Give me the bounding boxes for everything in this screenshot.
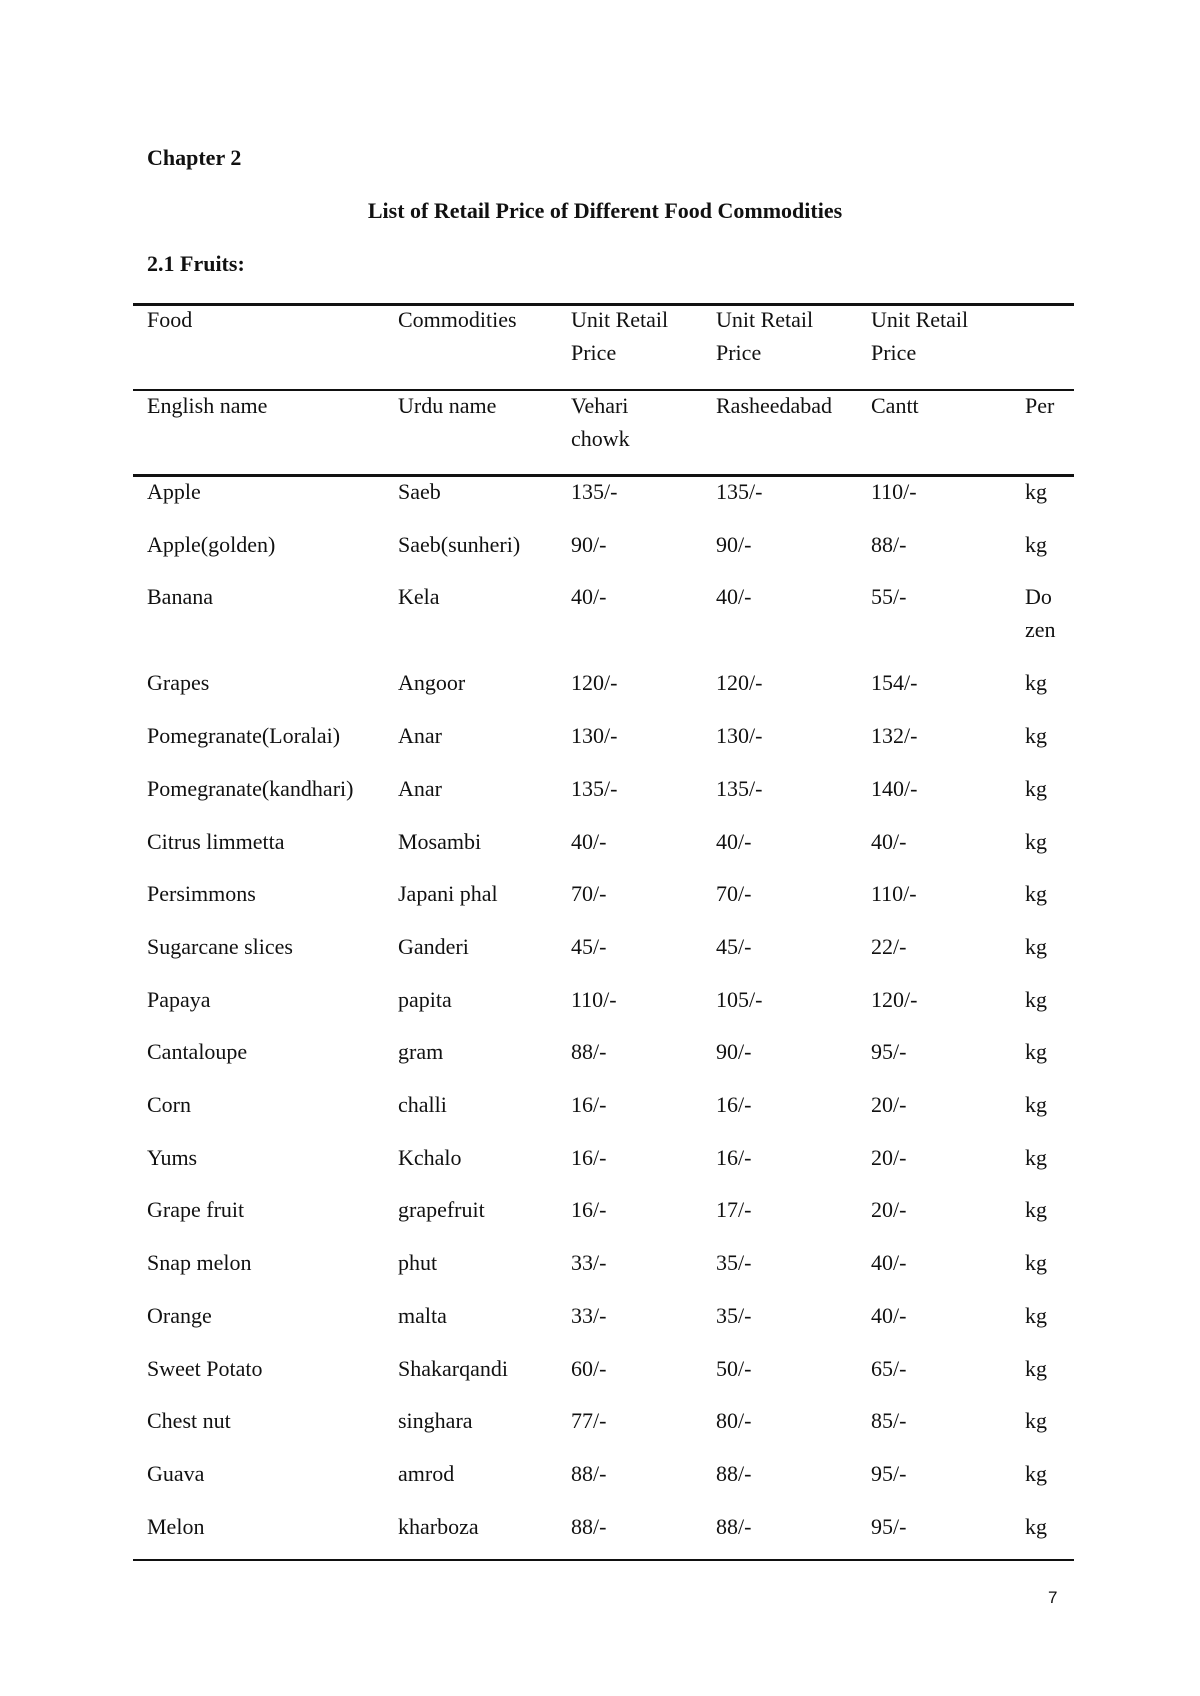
rasheedabad-price-cell: 70/-	[716, 881, 752, 907]
section-heading: 2.1 Fruits:	[147, 251, 245, 276]
unit-cell: kg	[1025, 986, 1047, 1012]
rasheedabad-price-cell: 88/-	[716, 1513, 752, 1539]
rasheedabad-price-cell: 16/-	[716, 1092, 752, 1117]
vehari-chowk-price-cell: 130/-	[571, 723, 618, 749]
urdu-name-cell: Anar	[398, 723, 442, 749]
rasheedabad-price-cell: 80/-	[716, 1408, 752, 1434]
rasheedabad-price-cell: 35/-	[716, 1302, 752, 1328]
vehari-chowk-price-cell: 135/-	[571, 775, 618, 801]
english-name-cell: Grape fruit	[147, 1197, 245, 1223]
rasheedabad-price-cell: 16/-	[716, 1144, 752, 1170]
urdu-name-cell: Ganderi	[398, 933, 469, 959]
cantt-price-cell: 40/-	[871, 828, 907, 854]
vehari-chowk-price-cell: 70/-	[571, 881, 607, 907]
vehari-chowk-price-cell: 77/-	[571, 1408, 607, 1434]
cantt-price-cell: 140/-	[871, 775, 918, 801]
header-row-primary-cell: Commodities	[398, 307, 517, 332]
vehari-chowk-price-cell: 90/-	[571, 531, 607, 557]
rasheedabad-price-cell: 135/-	[716, 775, 763, 801]
urdu-name-cell: Kchalo	[398, 1144, 462, 1170]
english-name-cell: Chest nut	[147, 1408, 231, 1434]
cantt-price-cell: 65/-	[871, 1355, 907, 1381]
chapter-heading: Chapter 2	[147, 145, 242, 170]
header-row-primary-cell: Unit Retail Price	[871, 307, 969, 365]
rasheedabad-price-cell: 40/-	[716, 584, 752, 610]
cantt-price-cell: 88/-	[871, 531, 907, 557]
english-name-cell: Guava	[147, 1460, 205, 1486]
urdu-name-cell: Shakarqandi	[398, 1355, 508, 1381]
cantt-price-cell: 132/-	[871, 723, 918, 749]
header-row-secondary-cell: Per	[1025, 393, 1055, 418]
unit-cell: kg	[1025, 723, 1047, 749]
english-name-cell: Melon	[147, 1513, 205, 1539]
header-row-primary-cell: Food	[147, 307, 193, 332]
english-name-cell: Apple(golden)	[147, 531, 276, 557]
unit-cell: kg	[1025, 1408, 1047, 1434]
english-name-cell: Apple	[147, 479, 201, 504]
vehari-chowk-price-cell: 110/-	[571, 986, 617, 1012]
vehari-chowk-price-cell: 33/-	[571, 1302, 607, 1328]
cantt-price-cell: 154/-	[871, 670, 918, 696]
cantt-price-cell: 40/-	[871, 1302, 907, 1328]
unit-cell: kg	[1025, 1144, 1047, 1170]
unit-cell: kg	[1025, 1250, 1047, 1276]
unit-cell: kg	[1025, 775, 1047, 801]
english-name-cell: Yums	[147, 1144, 198, 1170]
rasheedabad-price-cell: 35/-	[716, 1250, 752, 1276]
urdu-name-cell: Saeb	[398, 479, 441, 504]
english-name-cell: Persimmons	[147, 881, 256, 907]
vehari-chowk-price-cell: 135/-	[571, 479, 618, 504]
urdu-name-cell: phut	[398, 1250, 438, 1276]
cantt-price-cell: 20/-	[871, 1092, 907, 1117]
english-name-cell: Pomegranate(Loralai)	[147, 723, 341, 749]
cantt-price-cell: 22/-	[871, 933, 907, 959]
cantt-price-cell: 20/-	[871, 1197, 907, 1223]
header-row-primary-cell: Unit Retail Price	[716, 307, 814, 365]
urdu-name-cell: Japani phal	[398, 881, 498, 907]
vehari-chowk-price-cell: 40/-	[571, 584, 607, 610]
rasheedabad-price-cell: 135/-	[716, 479, 763, 504]
unit-cell: kg	[1025, 1460, 1047, 1486]
rasheedabad-price-cell: 120/-	[716, 670, 763, 696]
rasheedabad-price-cell: 88/-	[716, 1460, 752, 1486]
unit-cell: kg	[1025, 1197, 1047, 1223]
rasheedabad-price-cell: 130/-	[716, 723, 763, 749]
cantt-price-cell: 20/-	[871, 1144, 907, 1170]
unit-cell: kg	[1025, 1513, 1047, 1539]
rasheedabad-price-cell: 17/-	[716, 1197, 752, 1223]
unit-cell: kg	[1025, 1355, 1047, 1381]
table-bottom-rule	[133, 1559, 1074, 1561]
cantt-price-cell: 55/-	[871, 584, 907, 610]
rasheedabad-price-cell: 45/-	[716, 933, 752, 959]
header-row-secondary-cell: Urdu name	[398, 393, 497, 418]
header-row-secondary-cell: Rasheedabad	[716, 393, 833, 418]
urdu-name-cell: Kela	[398, 584, 440, 610]
unit-cell: kg	[1025, 881, 1047, 907]
urdu-name-cell: gram	[398, 1039, 444, 1065]
cantt-price-cell: 110/-	[871, 479, 917, 504]
cantt-price-cell: 95/-	[871, 1513, 907, 1539]
unit-cell: kg	[1025, 670, 1047, 696]
unit-cell: kg	[1025, 1039, 1047, 1065]
unit-cell: kg	[1025, 1302, 1047, 1328]
vehari-chowk-price-cell: 40/-	[571, 828, 607, 854]
english-name-cell: Banana	[147, 584, 213, 610]
page-number: 7	[1048, 1588, 1058, 1607]
vehari-chowk-price-cell: 45/-	[571, 933, 607, 959]
vehari-chowk-price-cell: 33/-	[571, 1250, 607, 1276]
english-name-cell: Grapes	[147, 670, 210, 696]
vehari-chowk-price-cell: 16/-	[571, 1197, 607, 1223]
vehari-chowk-price-cell: 16/-	[571, 1144, 607, 1170]
unit-cell: kg	[1025, 479, 1047, 504]
rasheedabad-price-cell: 90/-	[716, 531, 752, 557]
unit-cell: kg	[1025, 1092, 1047, 1117]
cantt-price-cell: 85/-	[871, 1408, 907, 1434]
urdu-name-cell: amrod	[398, 1460, 455, 1486]
rasheedabad-price-cell: 40/-	[716, 828, 752, 854]
header-row-primary-cell: Unit Retail Price	[571, 307, 669, 365]
header-row-secondary-cell: Cantt	[871, 393, 919, 418]
english-name-cell: Pomegranate(kandhari)	[147, 775, 354, 801]
vehari-chowk-price-cell: 16/-	[571, 1092, 607, 1117]
cantt-price-cell: 95/-	[871, 1460, 907, 1486]
english-name-cell: Orange	[147, 1302, 212, 1328]
vehari-chowk-price-cell: 60/-	[571, 1355, 607, 1381]
english-name-cell: Sweet Potato	[147, 1355, 263, 1381]
english-name-cell: Snap melon	[147, 1250, 252, 1276]
vehari-chowk-price-cell: 88/-	[571, 1039, 607, 1065]
urdu-name-cell: Mosambi	[398, 828, 482, 854]
header-row-secondary-cell: English name	[147, 393, 268, 418]
rasheedabad-price-cell: 90/-	[716, 1039, 752, 1065]
urdu-name-cell: papita	[398, 986, 452, 1012]
unit-cell: kg	[1025, 933, 1047, 959]
urdu-name-cell: grapefruit	[398, 1197, 485, 1223]
unit-cell: kg	[1025, 828, 1047, 854]
cantt-price-cell: 40/-	[871, 1250, 907, 1276]
english-name-cell: Cantaloupe	[147, 1039, 248, 1065]
document-title: List of Retail Price of Different Food Commodities	[367, 198, 843, 223]
english-name-cell: Citrus limmetta	[147, 828, 285, 854]
unit-cell: Do zen	[1025, 584, 1056, 643]
unit-cell: kg	[1025, 531, 1047, 557]
urdu-name-cell: Saeb(sunheri)	[398, 531, 521, 557]
urdu-name-cell: kharboza	[398, 1513, 479, 1539]
urdu-name-cell: Anar	[398, 775, 442, 801]
rasheedabad-price-cell: 105/-	[716, 986, 763, 1012]
rasheedabad-price-cell: 50/-	[716, 1355, 752, 1381]
urdu-name-cell: challi	[398, 1092, 447, 1117]
english-name-cell: Sugarcane slices	[147, 933, 293, 959]
cantt-price-cell: 120/-	[871, 986, 918, 1012]
urdu-name-cell: Angoor	[398, 670, 466, 696]
english-name-cell: Papaya	[147, 986, 211, 1012]
urdu-name-cell: malta	[398, 1302, 447, 1328]
header-row-secondary-cell: Vehari chowk	[571, 393, 630, 451]
cantt-price-cell: 110/-	[871, 881, 917, 907]
vehari-chowk-price-cell: 88/-	[571, 1513, 607, 1539]
english-name-cell: Corn	[147, 1092, 191, 1117]
cantt-price-cell: 95/-	[871, 1039, 907, 1065]
vehari-chowk-price-cell: 120/-	[571, 670, 618, 696]
urdu-name-cell: singhara	[398, 1408, 473, 1434]
vehari-chowk-price-cell: 88/-	[571, 1460, 607, 1486]
